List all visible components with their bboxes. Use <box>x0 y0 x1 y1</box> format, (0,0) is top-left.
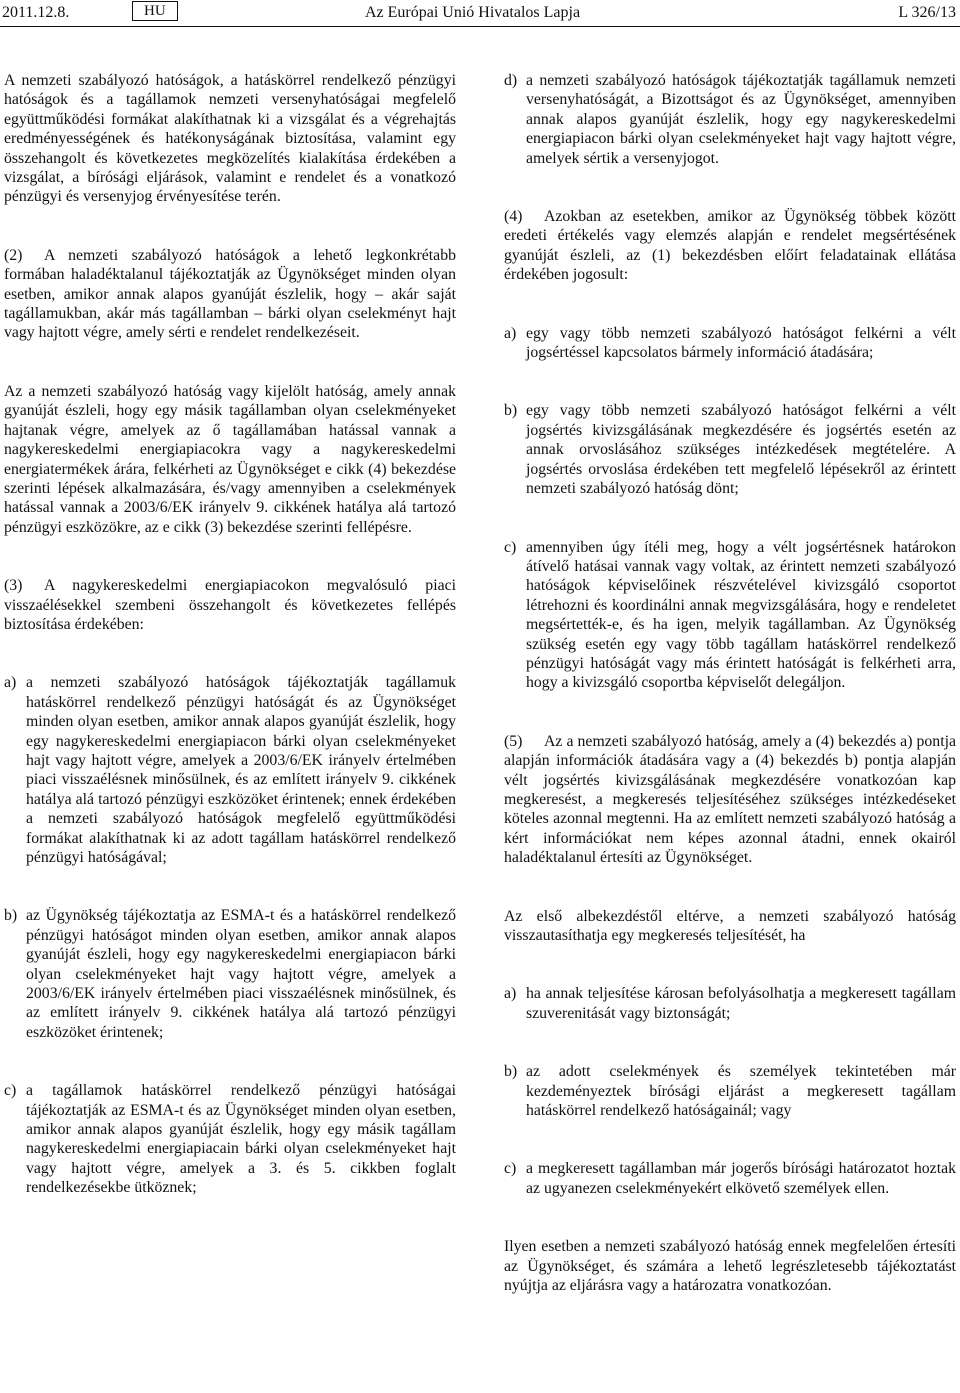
paragraph-text: Az a nemzeti szabályozó hatóság, amely a (4) bekezdés a) pontja alapján információk átadására vagy a (4) bekezdés b) pontja alapján vélt jogsértés kivizsgálásának megkezdésére vonatkozóan kap megkeresést, a megkeresés teljesítéséhez szükséges intézkedéseket köteles azonnal megtenni. Ha az említett nemzeti szabályozó hatóság a kért információkat nem képes azonnal átadni, ennek okairól haladéktalanul értesíti az Ügynökséget. <box>504 732 956 867</box>
language-badge: HU <box>132 1 178 21</box>
list-item-label: a) <box>504 324 517 342</box>
paragraph-closing: Ilyen esetben a nemzeti szabályozó hatóság ennek megfelelően értesíti az Ügynökséget, és számára a lehető legrészletesebb tájékoztatást nyújtja az eljárásra vagy a határozatra vonatkozóan. <box>504 1238 956 1295</box>
list-item-c <box>504 1159 956 1198</box>
journal-title: Az Európai Unió Hivatalos Lapja <box>365 4 581 21</box>
paragraph-5 <box>504 732 956 868</box>
page-header <box>0 0 960 28</box>
paragraph-number: (4) <box>504 208 523 226</box>
list-item-b <box>4 906 456 1042</box>
list-item-d <box>504 71 956 168</box>
paragraph-intro: A nemzeti szabályozó hatóságok, a hatáskörrel rendelkező pénzügyi hatóságok és a tagállamok nemzeti versenyhatóságai megfelelő együttműködési formákat alakíthatnak ki a vizsgálat és a végrehajtás eredményességének és hatékonyságának biztosítása, valamint egy összehangolt és következetes megközelítés kialakítása érdekében a vizsgálat, a bírósági eljárások, valamint e rendelet és a vonatkozó pénzügyi és versenyjog érvényesítése terén. <box>4 72 456 206</box>
list-item-label: d) <box>504 72 518 89</box>
paragraph-2 <box>4 246 456 343</box>
paragraph-2-sub: Az a nemzeti szabályozó hatóság vagy kijelölt hatóság, amely annak gyanúját észleli, hogy egy másik tagállamban olyan cselekményeket hajtanak végre, amelyek az ő tagállamában hatással vannak a nagykereskedelmi energiapiacokra vagy a nagykereskedelmi energiatermékek árára, felkérheti az Ügynökséget e cikk (4) bekezdése szerinti lépések alkalmazására, és/vagy amennyiben a cselekmények hatással vannak a 2003/6/EK irányelv 9. cikkének hatálya alá tartozó pénzügyi eszközökre, az e cikk (3) bekezdése szerinti fellépésre. <box>4 382 456 536</box>
paragraph-number: (3) <box>4 577 23 595</box>
list-item-text: egy vagy több nemzeti szabályozó hatóságot felkérni a vélt jogsértéssel kapcsolatos bármely információ átadására; <box>526 324 956 362</box>
list-item-label: b) <box>504 402 518 420</box>
list-item-text: egy vagy több nemzeti szabályozó hatóságot felkérni a vélt jogsértés kivizsgálásának megkezdésére és jogsértés esetén az annak orvoslásához szükséges intézkedések megtételére. A jogsértés orvoslása érdekében tett megfelelő lépésekről az érintett nemzeti szabályozó hatóság dönt; <box>526 402 956 498</box>
list-item-text: a megkeresett tagállamban már jogerős bírósági határozatot hoztak az ugyanezen cselekményekért elkövető személyek ellen. <box>526 1160 956 1197</box>
list-item-text: ha annak teljesítése károsan befolyásolhatja a megkeresett tagállam szuverenitását vagy biztonságát; <box>526 985 956 1022</box>
paragraph-text: Azokban az esetekben, amikor az Ügynökség többek között eredeti értékelés vagy elemzés alapján e rendelet megsértésének gyanúját észleli, az (1) bekezdésben előírt feladatainak ellátása érdekében jogosult: <box>504 208 956 284</box>
list-item-label: a) <box>504 985 517 1003</box>
header-rule <box>0 26 960 27</box>
list-item-label: c) <box>504 1160 517 1178</box>
list-item-a <box>4 673 456 867</box>
paragraph-number: (2) <box>4 246 23 264</box>
paragraph-4 <box>504 207 956 285</box>
list-item-c <box>4 1081 456 1197</box>
list-item-b <box>504 401 956 498</box>
list-item-text: az adott cselekmények és személyek tekintetében már kezdeményeztek bírósági eljárást a megkeresett tagállam hatáskörrel rendelkező hatóságainál; vagy <box>526 1063 956 1120</box>
paragraph-text: A nagykereskedelmi energiapiacokon megvalósuló piaci visszaélésekkel szembeni összehangolt és következetes fellépés biztosítása érdekében: <box>4 577 456 633</box>
page-number: L 326/13 <box>898 4 956 21</box>
paragraph-text: A nemzeti szabályozó hatóságok a lehető legkonkrétabb formában haladéktalanul tájékoztatják az Ügynökséget minden olyan esetben, amikor annak alapos gyanúját észlelik, hogy – akár saját tagállamukban, akár más tagállamban – bárki olyan cselekményt hajt vagy hajtott végre, amely sérti e rendelet rendelkezéseit. <box>4 246 456 342</box>
list-item-label: a) <box>4 674 17 692</box>
list-item-label: b) <box>4 907 18 925</box>
paragraph-5-sub: Az első albekezdéstől eltérve, a nemzeti szabályozó hatóság visszautasíthatja egy megkeresés teljesítését, ha <box>504 907 956 944</box>
list-item-text: a tagállamok hatáskörrel rendelkező pénzügyi hatóságai tájékoztatják az ESMA-t és az Ügynökséget minden olyan esetben, amikor annak alapos gyanúját észlelik, hogy egy másik tagállam nagykereskedelmi energiapiacain bárki olyan cselekményeket hajt vagy hajtott végre, amelyek a 3. és 5. cikkben foglalt rendelkezésekbe ütköznek; <box>26 1082 456 1197</box>
list-item-text: az Ügynökség tájékoztatja az ESMA-t és a hatáskörrel rendelkező pénzügyi hatóságot minden olyan esetben, amikor annak alapos gyanúját észleli, hogy egy nagykereskedelmi energiapiacon bárki olyan cselekményeket hajt vagy hajtott végre, amelyek a 2003/6/EK irányelv értelmében piaci visszaélésnek minősülnek, és az említett irányelv 9. cikkének hatálya alá tartozó pénzügyi eszközöket érintenek; <box>26 907 456 1041</box>
list-item-a <box>504 324 956 363</box>
list-item-text: a nemzeti szabályozó hatóságok tájékoztatják tagállamuk hatáskörrel rendelkező pénzügyi hatóságát és az Ügynökséget minden olyan esetben, amikor annak alapos gyanúját észlelik, hogy egy nagykereskedelmi energiapiacon bárki olyan cselekményeket hajt vagy hajtott végre, amelyek a 2003/6/EK irányelv értelmében piaci visszaélésnek minősülnek, és az említett irányelv 9. cikkének hatálya alá tartozó pénzügyi eszközöket érintenek; ennek érdekében a nemzeti szabályozó hatóságok megfelelő együttműködési formákat alakíthatnak ki az adott tagállam hatáskörrel rendelkező pénzügyi hatóságával; <box>26 674 456 866</box>
paragraph-number: (5) <box>504 732 523 750</box>
list-item-b <box>504 1062 956 1120</box>
list-item-text: amennyiben úgy ítéli meg, hogy a vélt jogsértésnek határokon átívelő hatásai vannak vagy voltak, az érintett nemzeti szabályozó hatóságok képviselőinek részvételével kivizsgáló csoportot létrehozni és koordinálni annak megvizsgálására, hogy e rendeletet megsértették-e, és ha igen, melyik tagállamban. Az Ügynökség szükség esetén egy vagy több tagállam hatáskörrel rendelkező pénzügyi hatóságát vagy más érintett hatóságát is felkérheti arra, hogy a kivizsgáló csoportba képviselőt delegáljon. <box>526 538 956 692</box>
list-item-label: c) <box>4 1082 17 1100</box>
left-column <box>4 71 456 1237</box>
list-item-label: c) <box>504 538 517 556</box>
right-column <box>504 71 956 1334</box>
list-item-label: b) <box>504 1063 518 1081</box>
list-item-text: a nemzeti szabályozó hatóságok tájékoztatják tagállamuk nemzeti versenyhatóságát, a Bizottságot és az Ügynökséget, amennyiben annak alapos gyanúját észlelik, hogy egy nagykereskedelmi energiapiacon bárki olyan cselekményeket hajt vagy hajtott végre, amelyek sértik a versenyjogot. <box>526 72 956 167</box>
list-item-a <box>504 984 956 1023</box>
publication-date: 2011.12.8. <box>2 4 70 21</box>
paragraph-3 <box>4 576 456 634</box>
list-item-c <box>504 538 956 693</box>
